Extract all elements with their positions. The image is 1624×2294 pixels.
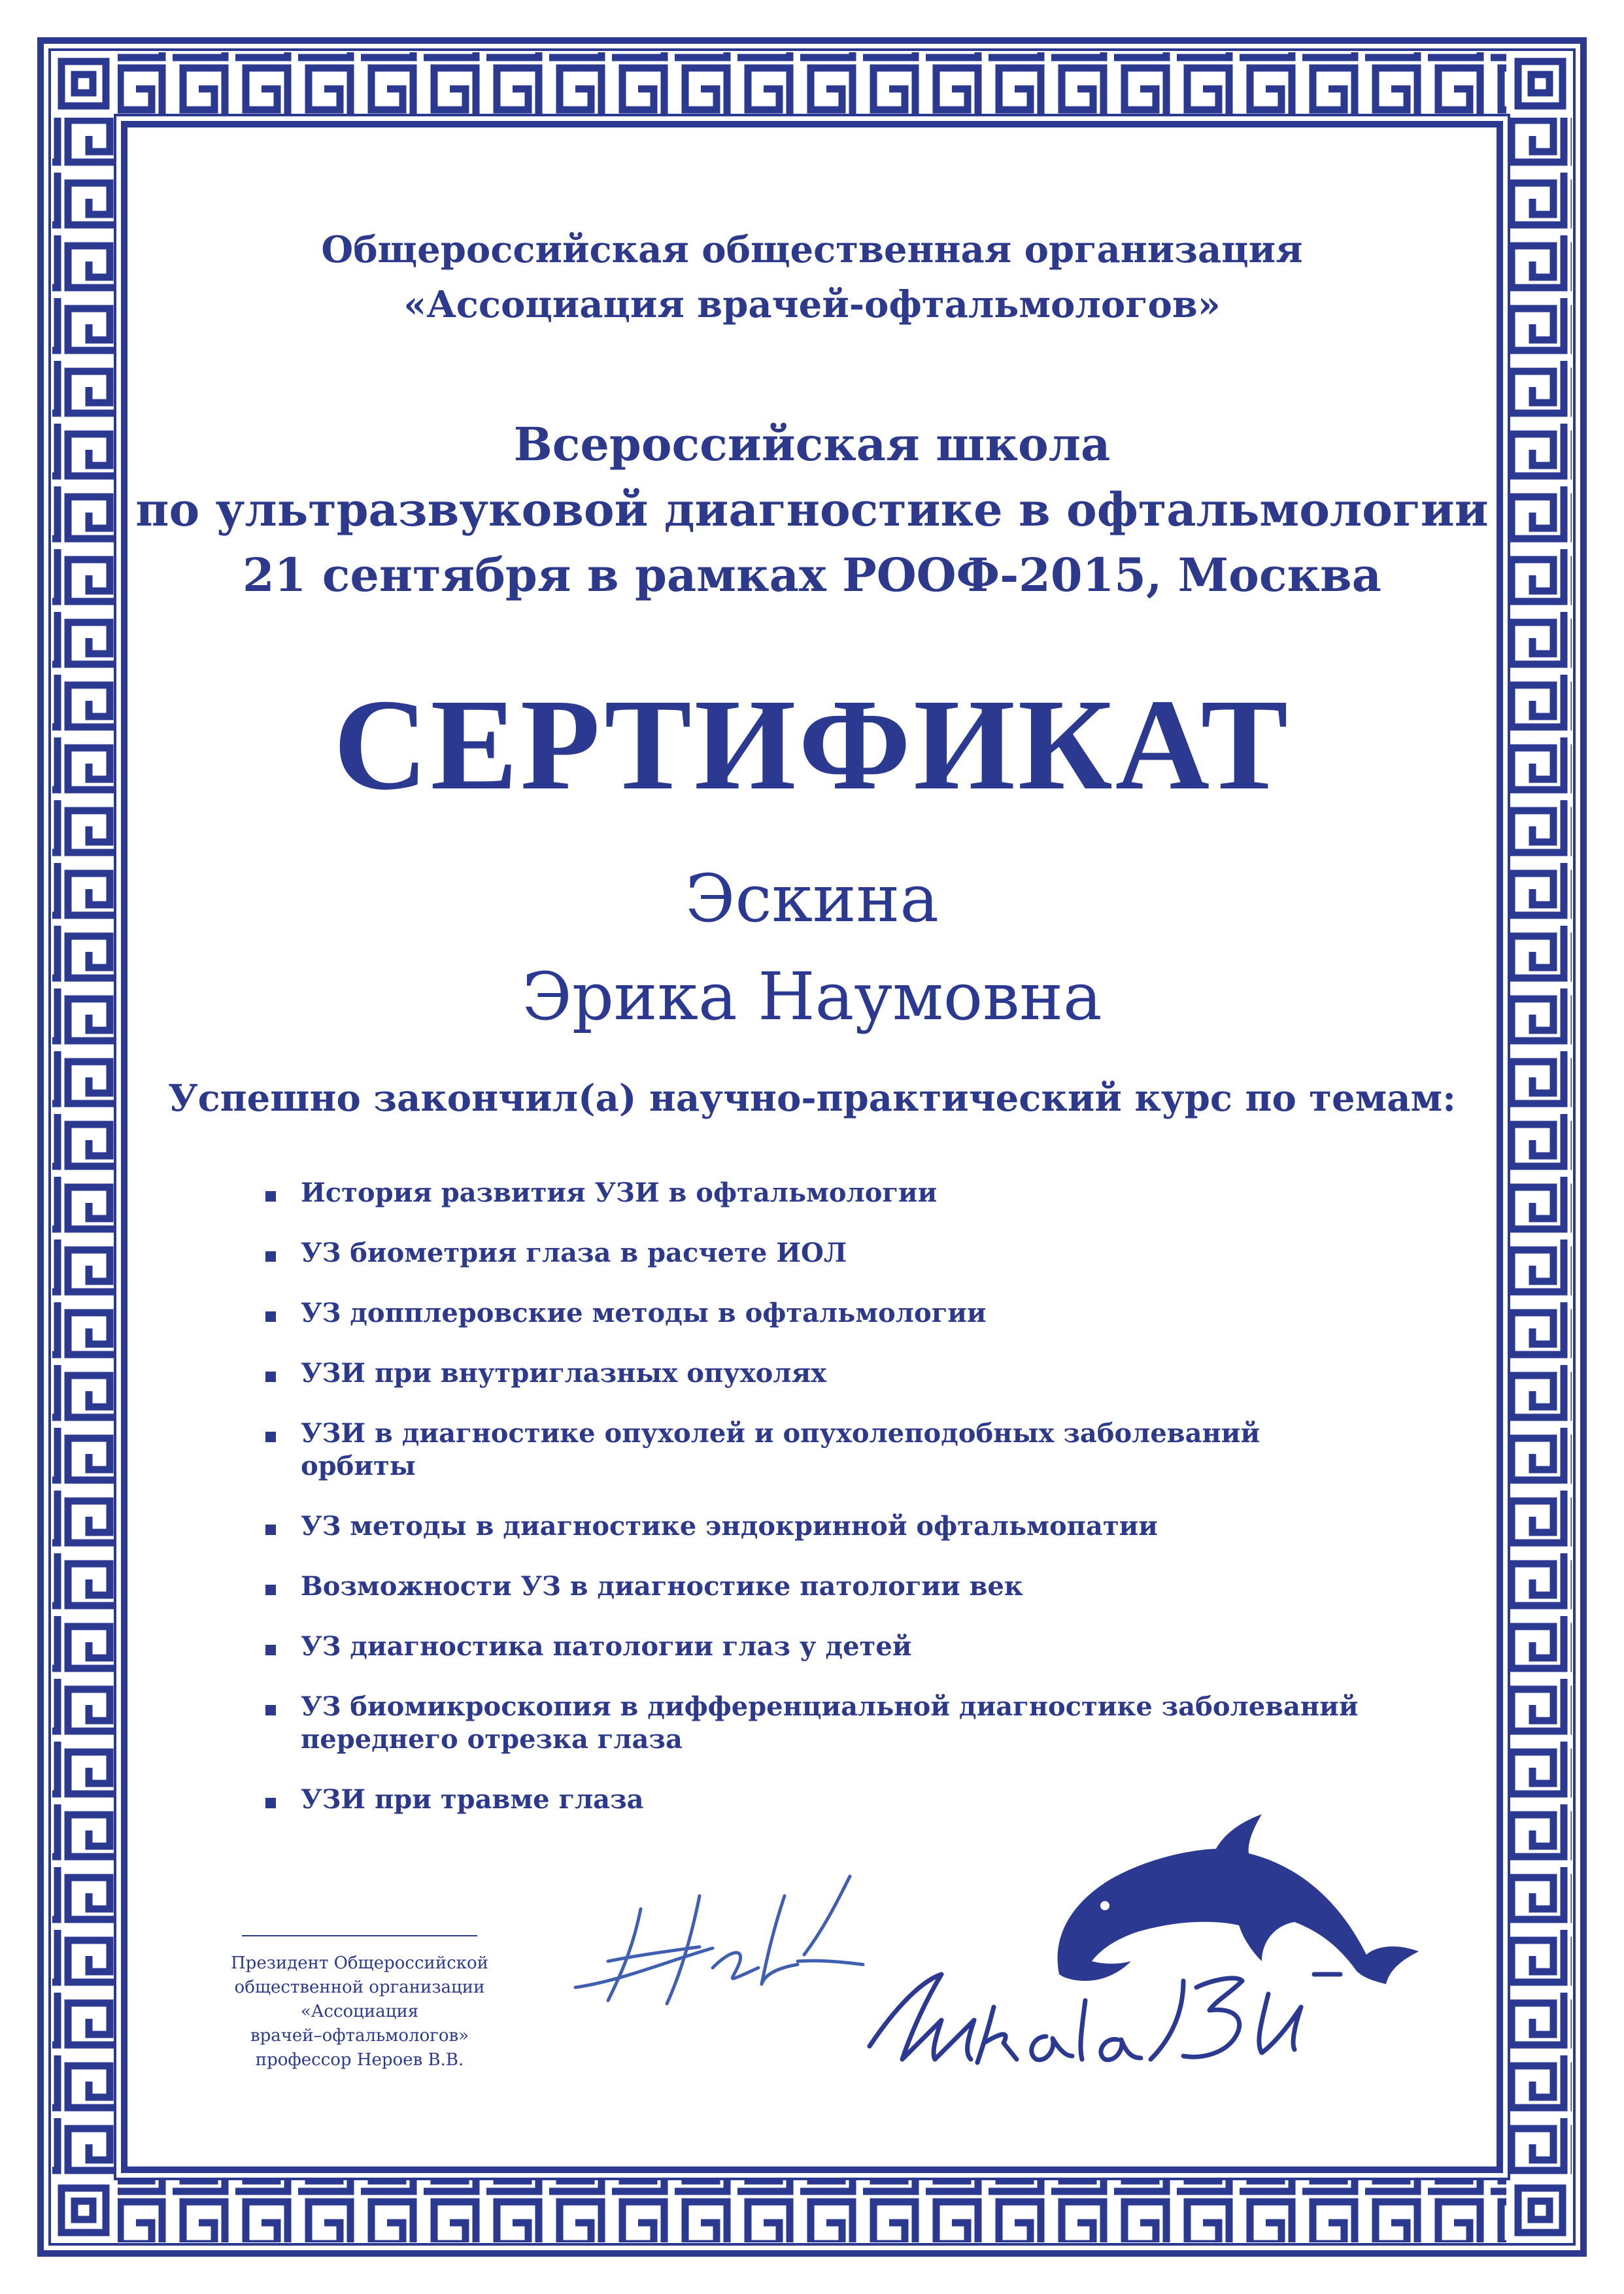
president-line-1: Президент Общероссийской [231,1953,488,1973]
square-bullet-icon [265,1798,276,1808]
signature-line [242,1935,477,1936]
event-line-2: по ультразвуковой диагностике в офтальмологии [135,482,1489,537]
topic-text: УЗ допплеровские методы в офтальмологии [301,1298,987,1328]
organization-line-2: «Ассоциация врачей-офтальмологов» [403,283,1221,326]
square-bullet-icon [265,1432,276,1442]
topic-item [262,1691,1373,1756]
president-line-4: врачей–офтальмологов» [250,2026,469,2046]
president-line-5: профессор Нероев В.В. [255,2050,464,2070]
topic-item [262,1237,1373,1270]
square-bullet-icon [265,1705,276,1715]
square-bullet-icon [265,1251,276,1262]
square-bullet-icon [265,1525,276,1535]
organization-line-1: Общероссийская общественная организация [321,228,1303,271]
topic-text: УЗ биометрия глаза в расчете ИОЛ [301,1238,847,1268]
topic-text: УЗ биомикроскопия в дифференциальной диагностике заболеваний переднего отрезка глаза [301,1691,1359,1755]
president-caption [196,1951,523,2072]
organization-heading [0,222,1624,332]
topic-item [262,1510,1373,1543]
topic-text: УЗИ при внутриглазных опухолях [301,1358,826,1389]
event-line-3: 21 сентября в рамках РООФ-2015, Москва [242,548,1382,602]
recipient-last-name: Эскина [685,860,939,937]
topic-text: УЗИ в диагностике опухолей и опухолеподобных заболеваний орбиты [301,1418,1260,1481]
topic-item [262,1570,1373,1603]
handwritten-signature [562,1870,876,2020]
square-bullet-icon [265,1191,276,1202]
topics-list [262,1177,1373,1844]
square-bullet-icon [265,1585,276,1595]
president-line-3: «Ассоциация [300,2002,419,2021]
school-logo [843,1785,1432,2112]
event-heading [0,412,1624,608]
topic-text: УЗ диагностика патологии глаз у детей [301,1631,912,1662]
president-line-2: общественной организации [234,1978,485,1997]
event-line-1: Всероссийская школа [513,417,1111,471]
topic-text: УЗ методы в диагностике эндокринной офтальмопатии [301,1511,1158,1542]
topic-item [262,1417,1373,1483]
topic-text: УЗИ при травме глаза [301,1784,644,1815]
topic-item [262,1357,1373,1390]
course-statement: Успешно закончил(а) научно-практический курс по темам: [168,1077,1456,1120]
topic-item [262,1630,1373,1663]
logo-text: Школа УЗИ [1135,2105,1140,2106]
topic-text: Возможности УЗ в диагностике патологии век [301,1571,1023,1602]
topic-item [262,1177,1373,1209]
certificate-title: СЕРТИФИКАТ [333,673,1291,817]
topic-item [262,1297,1373,1330]
square-bullet-icon [265,1645,276,1655]
recipient-first-name: Эрика Наумовна [522,958,1102,1035]
dolphin-icon [1058,1814,1419,1984]
topic-text: История развития УЗИ в офтальмологии [301,1177,938,1208]
square-bullet-icon [265,1311,276,1322]
square-bullet-icon [265,1372,276,1382]
